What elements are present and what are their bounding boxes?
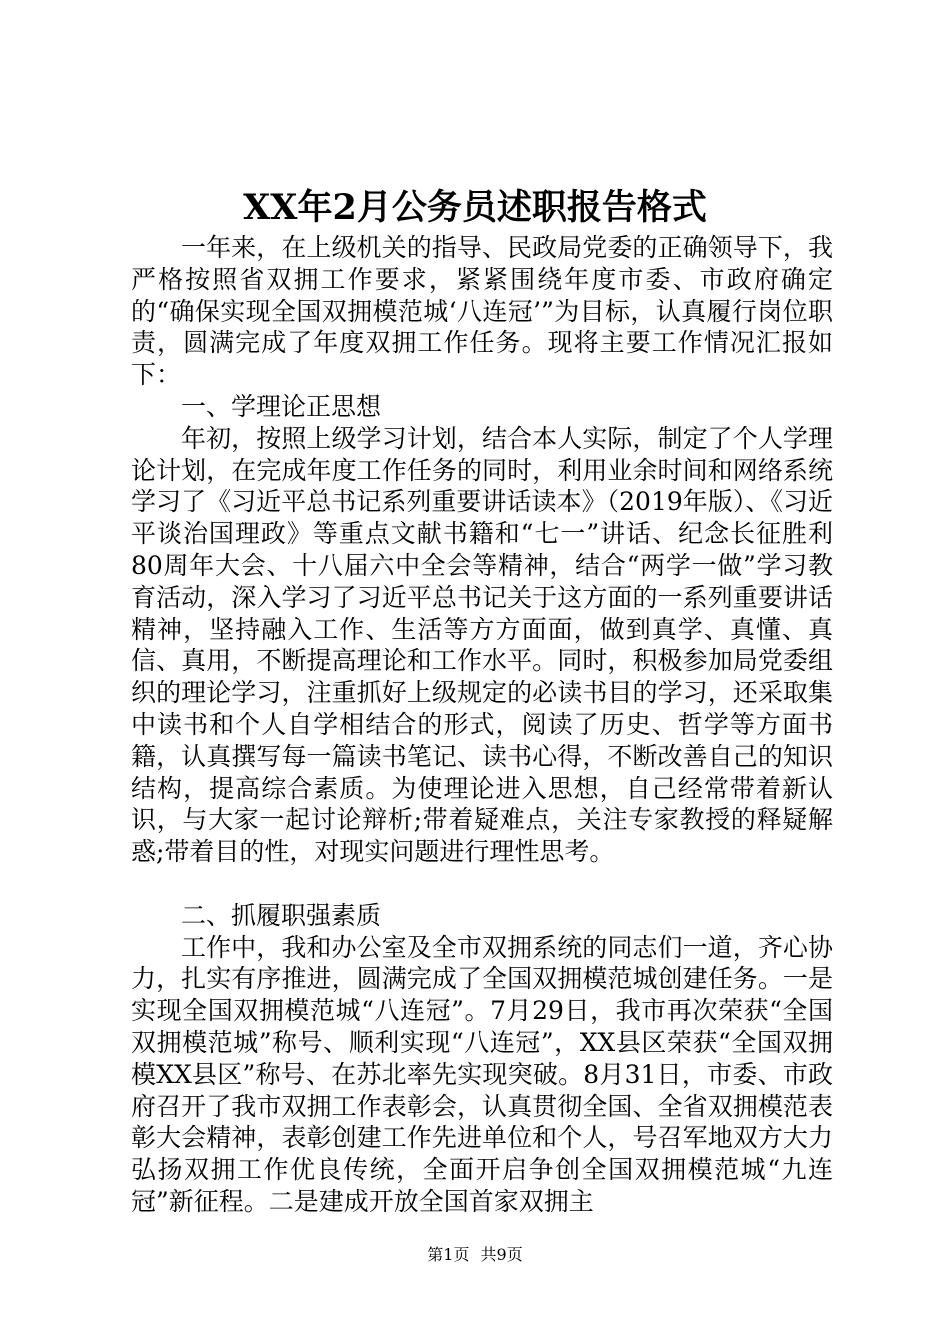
section-heading-2: 二、抓履职强素质	[181, 900, 382, 930]
intro-paragraph: 一年来，在上级机关的指导、民政局党委的正确领导下，我严格按照省双拥工作要求，紧紧围绕年度市委、市政府确定的“确保实现全国双拥模范城‘八连冠’”为目标，认真履行岗位职责，圆满完成了年度双拥工作任务。现将主要工作情况汇报如下：	[131, 233, 833, 390]
page-total: 共9页	[480, 1245, 523, 1264]
paragraph-gap	[131, 868, 833, 900]
page-number: 第1页	[427, 1245, 470, 1264]
section-body-2: 工作中，我和办公室及全市双拥系统的同志们一道，齐心协力，扎实有序推进，圆满完成了全国双拥模范城创建任务。一是实现全国双拥模范城“八连冠”。7月29日，我市再次荣获“全国双拥模范城”称号、顺利实现“八连冠”，XX县区荣获“全国双拥模XX县区”称号、在苏北率先实现突破。8月31日，市委、市政府召开了我市双拥工作表彰会，认真贯彻全国、全省双拥模范表彰大会精神，表彰创建工作先进单位和个人，号召军地双方大力弘扬双拥工作优良传统，全面开启争创全国双拥模范城“九连冠”新征程。二是建成开放全国首家双拥主	[131, 932, 833, 1216]
page-footer	[0, 1244, 950, 1266]
section-body-1: 年初，按照上级学习计划，结合本人实际，制定了个人学理论计划，在完成年度工作任务的同时，利用业余时间和网络系统学习了《习近平总书记系列重要讲话读本》（2019年版）、《习近平谈治国理政》等重点文献书籍和“七一”讲话、纪念长征胜利80周年大会、十八届六中全会等精神，结合“两学一做”学习教育活动，深入学习了习近平总书记关于这方面的一系列重要讲话精神，坚持融入工作、生活等方方面面，做到真学、真懂、真信、真用，不断提高理论和工作水平。同时，积极参加局党委组织的理论学习，注重抓好上级规定的必读书目的学习，还采取集中读书和个人自学相结合的形式，阅读了历史、哲学等方面书籍，认真撰写每一篇读书笔记、读书心得，不断改善自己的知识结构，提高综合素质。为使理论进入思想，自己经常带着新认识，与大家一起讨论辩析;带着疑难点，关注专家教授的释疑解惑;带着目的性，对现实问题进行理性思考。	[131, 423, 833, 867]
document-body	[131, 232, 833, 1218]
section-heading-1: 一、学理论正思想	[181, 391, 382, 421]
document-title: XX年2月公务员述职报告格式	[243, 187, 707, 228]
